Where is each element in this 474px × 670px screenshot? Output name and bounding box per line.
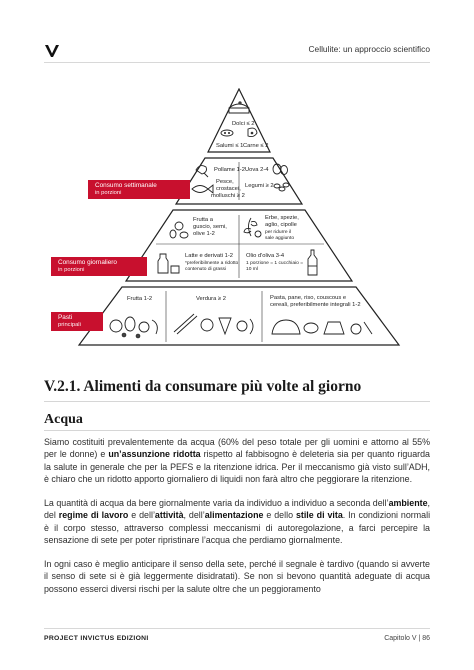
running-header-title: Cellulite: un approccio scientifico bbox=[308, 44, 430, 54]
header-divider bbox=[44, 62, 430, 63]
footer-page-number: Capitolo V | 86 bbox=[384, 635, 430, 642]
tag-main-meals: Pasti principali bbox=[51, 312, 103, 331]
footer-divider bbox=[44, 628, 430, 629]
label-frutta: Frutta 1-2 bbox=[127, 296, 153, 302]
paragraph-2 bbox=[44, 497, 430, 546]
bold-run-5: attività bbox=[154, 510, 184, 521]
bold-run-1: un’assunzione ridotta bbox=[108, 449, 201, 460]
text-run-0: Siamo costituiti prevalentemente da acqua (60% del peso totale per gli uomini e attorno al 55% per le donne) e bbox=[44, 437, 430, 460]
section-divider bbox=[44, 401, 430, 402]
label-uova: Uova 2-4 bbox=[245, 167, 269, 173]
label-pesce-2: crostacei, bbox=[216, 186, 241, 192]
label-olio-2: 1 porzione = 1 cucchiaio = bbox=[246, 261, 304, 266]
subsection-title: Acqua bbox=[44, 412, 83, 427]
bold-run-7: alimentazione bbox=[204, 510, 264, 521]
label-carne: Carne ≤ 2 bbox=[243, 143, 269, 149]
label-pesce-3: molluschi ≥ 2 bbox=[211, 193, 245, 199]
paragraph-1 bbox=[44, 436, 430, 485]
label-salumi: Salumi ≤ 1 bbox=[216, 143, 244, 149]
label-latte-2: *preferibilmente a ridotto bbox=[185, 261, 239, 266]
label-dolci: Dolci ≤ 2 bbox=[232, 121, 255, 127]
food-pyramid bbox=[44, 88, 434, 350]
label-verdura: Verdura ≥ 2 bbox=[196, 296, 226, 302]
label-erbe-2: aglio, cipolle bbox=[265, 222, 297, 228]
label-pollame: Pollame 1-2 bbox=[214, 167, 245, 173]
label-erbe-1: Erbe, spezie, bbox=[265, 215, 299, 221]
label-olio-1: Olio d'oliva 3-4 bbox=[246, 253, 285, 259]
bold-run-3: regime di lavoro bbox=[58, 510, 129, 521]
label-frutta-guscio-2: guscio, semi, bbox=[193, 224, 227, 230]
text-run-0: La quantità di acqua da bere giornalmente varia da individuo a individuo a seconda dell’ bbox=[44, 498, 389, 508]
tag-daily-consumption: Consumo giornaliero in porzioni bbox=[51, 257, 147, 276]
label-erbe-4: sale aggiunto bbox=[265, 236, 295, 241]
label-frutta-guscio-1: Frutta a bbox=[193, 217, 213, 223]
text-run-0: In ogni caso è meglio anticipare il senso della sete, perché il segnale è tardivo (quando si avverte il senso di sete si è già leggermente disidratati). Se non si bevono quantità adeguate di acqua possono esserci diversi rischi per la salute oltre che un peggioramento bbox=[44, 559, 430, 594]
label-latte-3: contenuto di grassi bbox=[185, 267, 227, 272]
paragraph-3 bbox=[44, 558, 430, 595]
subsection-divider bbox=[44, 430, 430, 431]
bold-run-9: stile di vita bbox=[295, 510, 343, 521]
text-run-6: , dell’ bbox=[183, 510, 205, 521]
label-legumi: Legumi ≥ 2 bbox=[245, 183, 274, 189]
label-olio-3: 10 ml bbox=[246, 267, 258, 272]
section-title: V.2.1. Alimenti da consumare più volte al giorno bbox=[44, 378, 362, 395]
text-run-10: . In condizioni normali è il corpo stesso, attraverso complessi meccanismi di autoregolazione, a farci percepire la sensazione di sete per poter ripristinare l’acqua che perdiamo giornalmente. bbox=[44, 510, 431, 545]
tag-weekly-consumption: Consumo settimanale in porzioni bbox=[88, 180, 190, 199]
text-run-4: e dell’ bbox=[128, 510, 155, 521]
text-run-8: e dello bbox=[263, 510, 296, 521]
label-pesce-1: Pesce, bbox=[216, 179, 234, 185]
text-run-2: rispetto al fabbisogno è deleteria sia per quanto riguarda la salute in generale che per la PEFS e la ritenzione idrica. Per il meccanismo già visto sull’ADH, è chiaro che un ridotto apporto giornaliero di liquidi non farà altro che peggiorare la ritenzione. bbox=[44, 449, 430, 484]
label-latte-1: Latte e derivati 1-2 bbox=[185, 253, 234, 259]
text-run-2: , del bbox=[44, 498, 430, 521]
brand-logo-icon bbox=[44, 44, 60, 58]
label-erbe-3: per ridurre il bbox=[265, 230, 292, 235]
footer-publisher: PROJECT INVICTUS EDIZIONI bbox=[44, 635, 149, 642]
label-pasta-2: cereali, preferibilmente integrali 1-2 bbox=[270, 302, 361, 308]
label-frutta-guscio-3: olive 1-2 bbox=[193, 231, 215, 237]
bold-run-1: ambiente bbox=[388, 498, 428, 508]
label-pasta-1: Pasta, pane, riso, couscous e bbox=[270, 295, 347, 301]
